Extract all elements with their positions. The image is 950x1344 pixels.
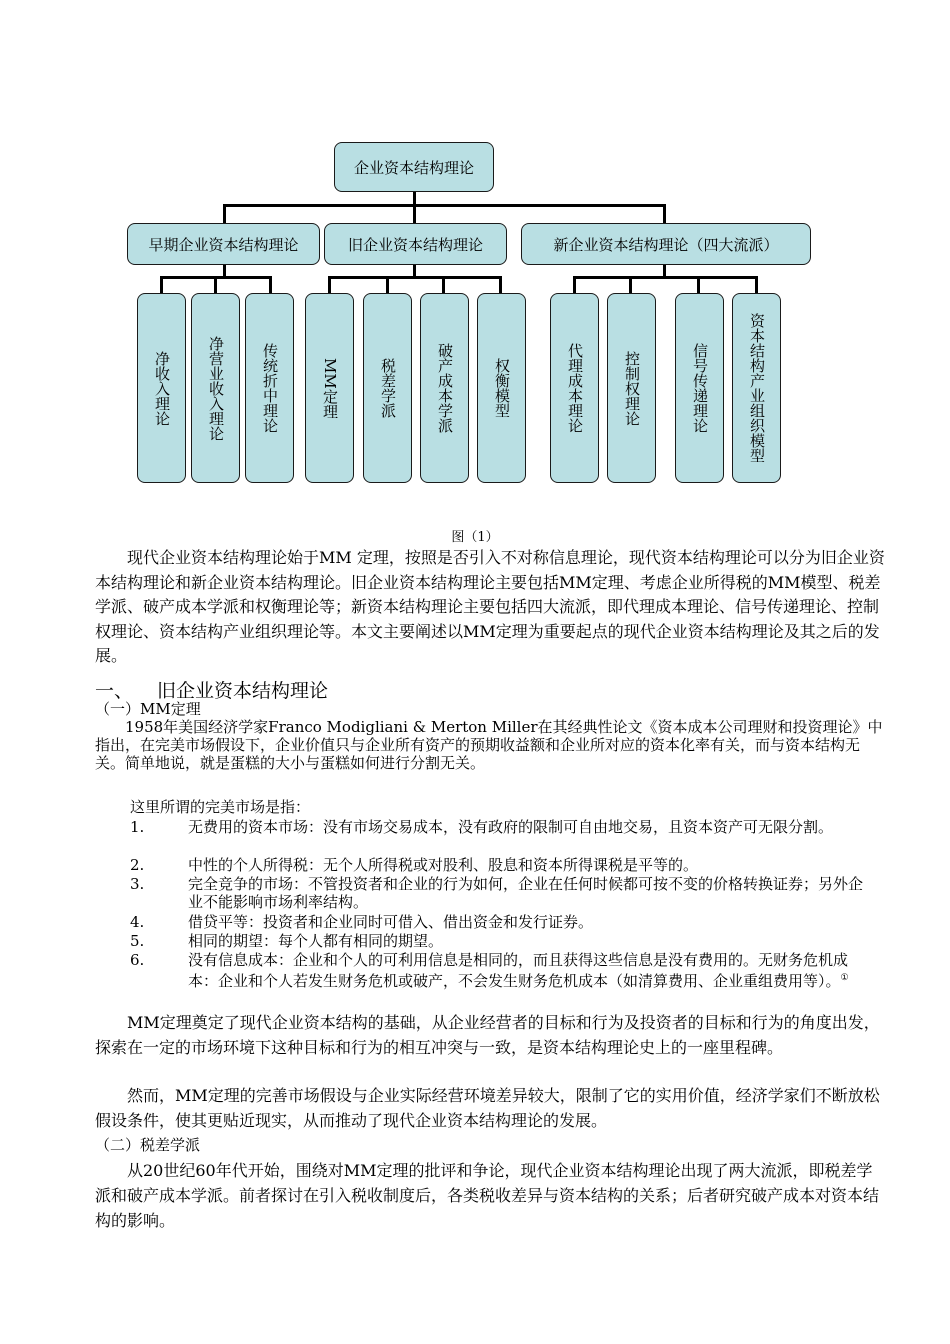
- list-number: 3.: [130, 875, 145, 893]
- connector: [629, 276, 632, 294]
- leaf-node: 代理成本理论: [550, 293, 599, 483]
- list-text: 无费用的资本市场：没有市场交易成本，没有政府的限制可自由地交易，且资本资产可无限分割。: [188, 818, 834, 836]
- leaf-node: 权衡模型: [477, 293, 526, 483]
- list-number: 4.: [130, 913, 145, 931]
- branch-node-early: 早期企业资本结构理论: [127, 223, 320, 265]
- connector: [328, 276, 502, 279]
- connector: [214, 276, 217, 294]
- list-number: 5.: [130, 932, 145, 950]
- list-text: 中性的个人所得税：无个人所得税或对股利、股息和资本所得课税是平等的。: [188, 856, 699, 874]
- connector: [160, 276, 163, 294]
- leaf-node: 资本结构产业组织模型: [732, 293, 781, 483]
- leaf-node: 信号传递理论: [675, 293, 724, 483]
- connector: [755, 276, 758, 294]
- list-number: 1.: [130, 818, 145, 836]
- paragraph: 从20世纪60年代开始，围绕对MM定理的批评和争论，现代企业资本结构理论出现了两大流派，即税差学派和破产成本学派。前者探讨在引入税收制度后，各类税收差异与资本结构的关系；后者研究破产成本对资本结构的影响。: [95, 1161, 880, 1230]
- list-text: 相同的期望：每个人都有相同的期望。: [188, 932, 444, 950]
- connector: [573, 276, 576, 294]
- intro-paragraph: 现代企业资本结构理论始于MM 定理，按照是否引入不对称信息理论，现代资本结构理论可以分为旧企业资本结构理论和新企业资本结构理论。旧企业资本结构理论主要包括MM定理、考虑企业所得税的MM模型、税差学派、破产成本学派和权衡理论等；新资本结构理论主要包括四大流派，即代理成本理论、信号传递理论、控制权理论、资本结构产业组织理论等。本文主要阐述以MM定理为重要起点的现代企业资本结构理论及其之后的发展。: [95, 548, 885, 665]
- connector: [223, 204, 226, 224]
- connector: [499, 276, 502, 294]
- connector: [413, 191, 416, 205]
- paragraph: 这里所谓的完美市场是指：: [130, 798, 311, 816]
- paragraph: 然而，MM定理的完善市场假设与企业实际经营环境差异较大，限制了它的实用价值，经济学家们不断放松假设条件，使其更贴近现实，从而推动了现代企业资本结构理论的发展。: [95, 1086, 880, 1130]
- connector: [697, 276, 700, 294]
- subsection-heading: （一）MM定理: [95, 700, 201, 718]
- connector: [386, 276, 389, 294]
- list-number: 2.: [130, 856, 145, 874]
- connector: [663, 204, 666, 224]
- connector: [573, 276, 758, 279]
- leaf-node: 税差学派: [363, 293, 412, 483]
- connector: [223, 204, 666, 207]
- connector: [413, 204, 416, 224]
- leaf-node: 净营业收入理论: [191, 293, 240, 483]
- list-text-content: 没有信息成本：企业和个人的可利用信息是相同的，而且获得这些信息是没有费用的。无财务危机成本：企业和个人若发生财务危机或破产，不会发生财务危机成本（如清算费用、企业重组费用等）。: [188, 951, 849, 990]
- connector: [269, 276, 272, 294]
- leaf-node: 破产成本学派: [420, 293, 469, 483]
- footnote-mark: ①: [840, 973, 849, 983]
- figure-caption: 图（1）: [451, 530, 499, 545]
- leaf-node: 传统折中理论: [245, 293, 294, 483]
- list-text: 完全竞争的市场：不管投资者和企业的行为如何，企业在任何时候都可按不变的价格转换证券；另外企业不能影响市场利率结构。: [188, 875, 864, 911]
- leaf-node: MM定理: [305, 293, 354, 483]
- connector: [442, 276, 445, 294]
- section-number: 一、: [95, 680, 134, 702]
- subsection-heading: （二）税差学派: [95, 1136, 201, 1154]
- leaf-node: 净收入理论: [137, 293, 186, 483]
- branch-node-new: 新企业资本结构理论（四大流派）: [521, 223, 811, 265]
- paragraph: MM定理奠定了现代企业资本结构的基础，从企业经营者的目标和行为及投资者的目标和行为的角度出发，探索在一定的市场环境下这种目标和行为的相互冲突与一致，是资本结构理论史上的一座里程碑。: [95, 1013, 880, 1057]
- list-number: 6.: [130, 951, 145, 969]
- paragraph: 1958年美国经济学家Franco Modigliani & Merton Miller在其经典性论文《资本成本公司理财和投资理论》中指出，在完美市场假设下，企业价值只与企业所有资产的预期收益额和企业所对应的资本化率有关，而与资本结构无关。简单地说，就是蛋糕的大小与蛋糕如何进行分割无关。: [95, 718, 883, 772]
- root-node: 企业资本结构理论: [334, 142, 494, 192]
- connector: [328, 276, 331, 294]
- section-title: 旧企业资本结构理论: [157, 680, 329, 702]
- leaf-node: 控制权理论: [607, 293, 656, 483]
- list-text: [188, 951, 868, 990]
- list-text: 借贷平等：投资者和企业同时可借入、借出资金和发行证券。: [188, 913, 594, 931]
- branch-node-old: 旧企业资本结构理论: [324, 223, 507, 265]
